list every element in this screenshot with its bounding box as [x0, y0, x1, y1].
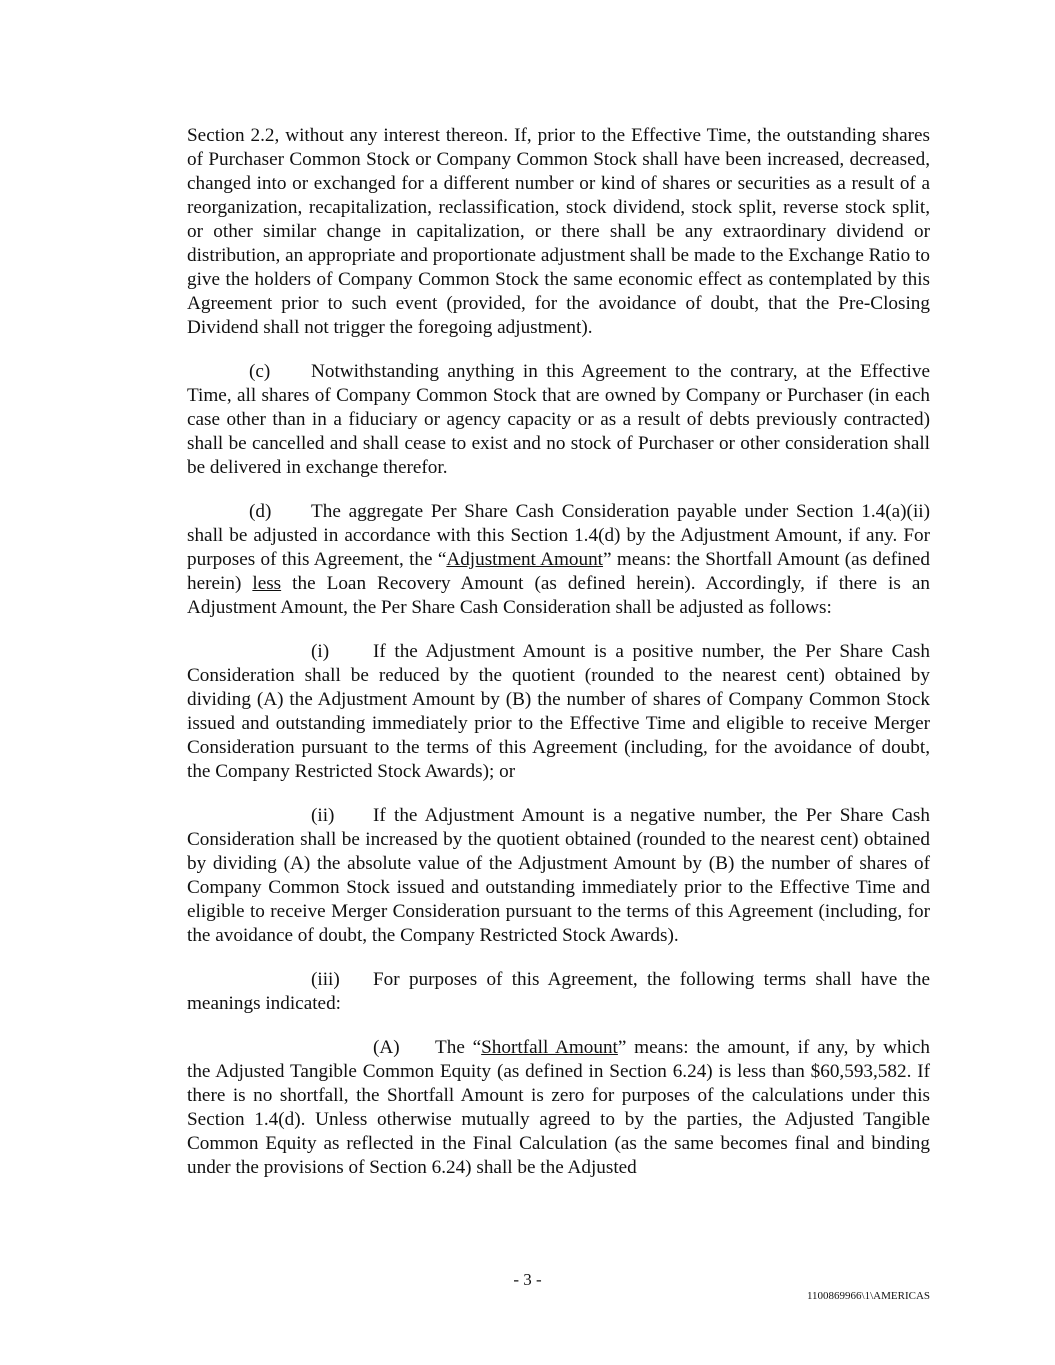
paragraph-text: The “	[435, 1037, 482, 1058]
paragraph-text: ” means: the amount, if any, by which the Adjusted Tangible Common Equity (as defined in Section 6.24) is less than $60,593,582. If there is no shortfall, the Shortfall Amount is zero for purposes of the calculations under this Section 1.4(d). Unless otherwise mutually agreed to by the parties, the Adjusted Tangible Common Equity as reflected in the Final Calculation (as the same becomes final and binding under the provisions of Section 6.24) shall be the Adjusted	[187, 1037, 930, 1178]
defined-term-adjustment-amount: Adjustment Amount	[446, 549, 604, 570]
document-page	[187, 124, 930, 1200]
paragraph-iii	[187, 968, 930, 1016]
underlined-word-less: less	[252, 573, 282, 594]
paragraph-d	[187, 500, 930, 620]
paragraph-label: (iii)	[311, 969, 340, 990]
paragraph-label: (c)	[249, 361, 271, 382]
paragraph-text: The aggregate Per Share Cash Consideration payable under Section 1.4(a)(ii) shall be adjusted in accordance with this Section 1.4(d) by the Adjustment Amount, if any. For purposes of this Agreement, the “	[187, 501, 930, 570]
paragraph-i	[187, 640, 930, 784]
paragraph-text: Notwithstanding anything in this Agreement to the contrary, at the Effective Time, all shares of Company Common Stock that are owned by Company or Purchaser (in each case other than in a fiduciary or agency capacity or as a result of debts previously contracted) shall be cancelled and shall cease to exist and no stock of Purchaser or other consideration shall be delivered in exchange therefor.	[187, 361, 930, 478]
paragraph-ii	[187, 804, 930, 948]
paragraph-label: (A)	[373, 1037, 400, 1058]
paragraph-A	[187, 1036, 930, 1180]
paragraph-text: the Loan Recovery Amount (as defined herein). Accordingly, if there is an Adjustment Amount, the Per Share Cash Consideration shall be adjusted as follows:	[187, 573, 930, 618]
defined-term-shortfall-amount: Shortfall Amount	[481, 1037, 618, 1058]
paragraph-text: For purposes of this Agreement, the following terms shall have the meanings indicated:	[187, 969, 930, 1014]
paragraph-c	[187, 360, 930, 480]
paragraph-text: ” means: the Shortfall Amount (as defined herein)	[187, 549, 930, 594]
paragraph-label: (d)	[249, 501, 272, 522]
document-id: 1100869966\1\AMERICAS	[806, 1290, 930, 1302]
paragraph-label: (i)	[311, 641, 330, 662]
paragraph-text: If the Adjustment Amount is a positive number, the Per Share Cash Consideration shall be reduced by the quotient (rounded to the nearest cent) obtained by dividing (A) the Adjustment Amount by (B) the number of shares of Company Common Stock issued and outstanding immediately prior to the Effective Time and eligible to receive Merger Consideration pursuant to the terms of this Agreement (including, for the avoidance of doubt, the Company Restricted Stock Awards); or	[187, 641, 930, 782]
paragraph-label: (ii)	[311, 805, 335, 826]
paragraph-text: Section 2.2, without any interest thereon. If, prior to the Effective Time, the outstanding shares of Purchaser Common Stock or Company Common Stock shall have been increased, decreased, changed into or exchanged for a different number or kind of shares or securities as a result of a reorganization, recapitalization, reclassification, stock dividend, stock split, reverse stock split, or other similar change in capitalization, or there shall be any extraordinary dividend or distribution, an appropriate and proportionate adjustment shall be made to the Exchange Ratio to give the holders of Company Common Stock the same economic effect as contemplated by this Agreement prior to such event (provided, for the avoidance of doubt, that the Pre-Closing Dividend shall not trigger the foregoing adjustment).	[187, 125, 930, 338]
paragraph-text: If the Adjustment Amount is a negative number, the Per Share Cash Consideration shall be increased by the quotient obtained (rounded to the nearest cent) obtained by dividing (A) the absolute value of the Adjustment Amount by (B) the number of shares of Company Common Stock issued and outstanding immediately prior to the Effective Time and eligible to receive Merger Consideration pursuant to the terms of this Agreement (including, for the avoidance of doubt, the Company Restricted Stock Awards).	[187, 805, 930, 946]
page-number: - 3 -	[513, 1270, 542, 1289]
paragraph-continuation	[187, 124, 930, 340]
